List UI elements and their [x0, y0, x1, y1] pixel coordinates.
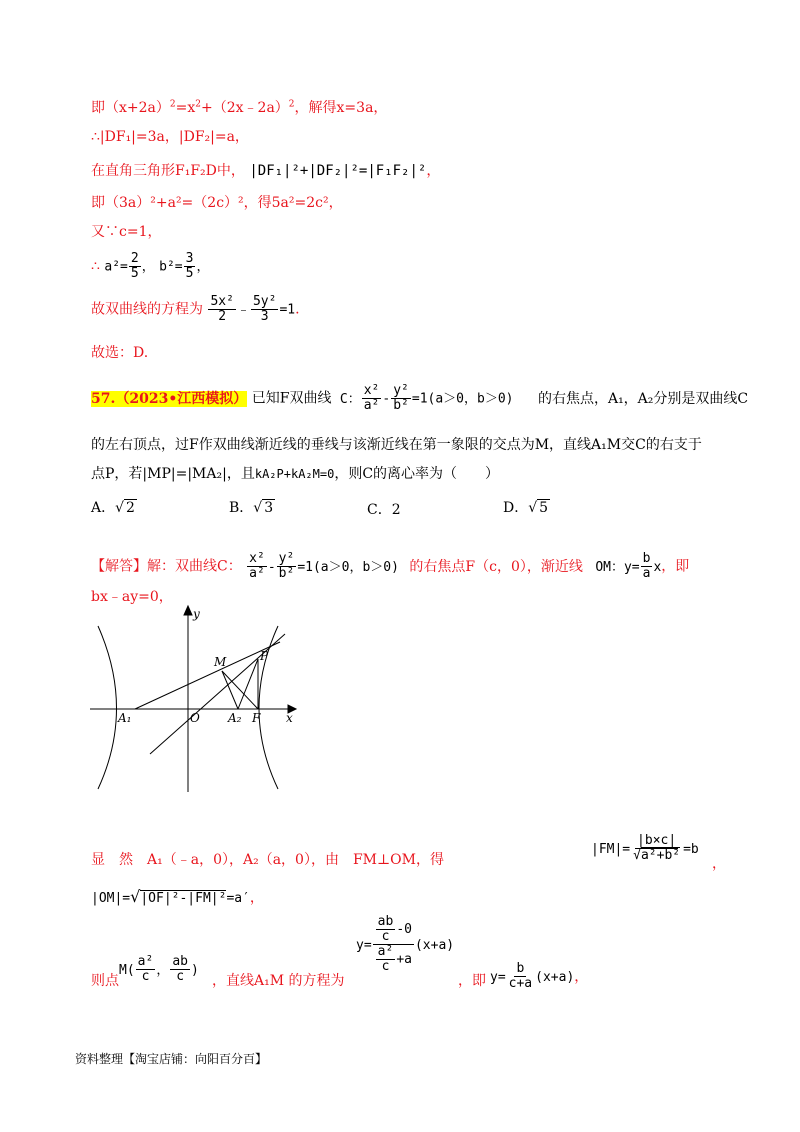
question-57-line-2: 的左右顶点，过F作双曲线渐近线的垂线与该渐近线在第一象限的交点为M，直线A₁M交C的右支于 — [91, 437, 702, 453]
answer-line-4: |OM|=√|OF|²-|FM|²=a′， — [91, 887, 264, 906]
footer-credit: 资料整理【淘宝店铺：向阳百分百】 — [75, 1052, 268, 1066]
option-b[interactable]: B．√ 3 — [229, 500, 274, 516]
solution-line-1: 即$(x+2a)^2=x^2+(2x﹣2a)^2$，解得x=3a， — [91, 99, 388, 116]
question-57-line-1: 57.（2023•江西模拟） 已知F双曲线 C： $\frac{\text{x²}}{\text{a²}}$ - $\frac{\text{y²}}{\text{b²}}$ =1(a＞0，b＞0) 的右焦点，A₁，A₂分别是双曲线C — [91, 383, 749, 413]
answer-line-1: 【解答】解：双曲线C： $\frac{\text{x²}}{\text{a²}}$ - $\frac{\text{y²}}{\text{b²}}$ =1(a＞0，b＞0) 的右焦点F（c，0），渐近线 OM：y= $\frac{b}{a}$ x，即 — [91, 551, 690, 581]
solution-line-6: ∴ a²= $\frac{2}{5}$ ， b²= $\frac{3}{5}$ ， — [91, 251, 210, 281]
line-a1m-equation: y= $\frac{ab}{c}$ -0 $\frac{\text{a²}}{c}$ +a (x+a) — [356, 914, 455, 974]
question-57-line-3: 点P，若|MP|=|MA₂|，且kA₂P+kA₂M=0，则C的离心率为（ ） — [91, 466, 500, 482]
point-m-coords: M( $\frac{\text{a²}}{c}$ ， $\frac{ab}{c}$ ) — [119, 954, 199, 984]
label-x: x — [286, 711, 293, 725]
solution-line-4: 即（3a）²+a²=（2c）²，得5a²=2c²， — [91, 195, 343, 211]
pythagorean-formula: |DF₁|²+|DF₂|²=|F₁F₂|² — [249, 163, 427, 179]
solution-line-3: 在直角三角形F₁F₂D中， |DF₁|²+|DF₂|²=|F₁F₂|²， — [91, 163, 441, 179]
option-c[interactable]: C．2 — [367, 502, 401, 518]
answer-line-5-mid: ，直线A₁M 的方程为 — [212, 973, 345, 989]
slope-condition: kA₂P+kA₂M=0 — [254, 467, 335, 481]
hyperbola-figure — [90, 604, 300, 794]
option-d[interactable]: D．√ 5 — [503, 500, 549, 516]
label-f: F — [252, 711, 261, 725]
label-a1: A₁ — [118, 711, 132, 725]
option-a[interactable]: A．√ 2 — [91, 500, 135, 516]
solution-line-7: 故双曲线的方程为 $\frac{\text{5x²}}{2}$ ﹣ $\frac{\text{5y²}}{3}$ =1. — [91, 294, 300, 324]
label-o: O — [190, 711, 200, 725]
answer-line-2: bx﹣ay=0， — [91, 589, 173, 605]
fm-formula: |FM|= $\frac{|b\times c|}{\text{√a²+b²}}$ =b — [591, 833, 699, 863]
answer-line-3-end: ， — [712, 856, 726, 872]
hyperbola-left-branch — [98, 626, 117, 789]
solution-line-2: ∴|DF₁|=3a，|DF₂|=a， — [91, 129, 249, 145]
answer-tag: 【解答】 — [91, 558, 147, 575]
segment-m-a2 — [222, 671, 238, 709]
label-p: P — [260, 649, 269, 663]
answer-line-5-mid2: ，即 — [458, 973, 486, 989]
answer-line-3: 显 然 A₁（﹣a，0），A₂（a，0），由 FM⊥OM，得 — [91, 852, 444, 868]
label-m: M — [214, 655, 227, 669]
question-number: 57. — [91, 390, 116, 407]
answer-line-5-prefix: 则点 — [91, 973, 119, 989]
line-a1m-simplified: y= $\frac{b}{c+a}$ (x+a)， — [490, 961, 589, 991]
label-y: y — [193, 607, 200, 621]
y-axis-arrow — [184, 606, 192, 615]
label-a2: A₂ — [228, 711, 242, 725]
solution-line-8: 故选：D. — [91, 345, 149, 361]
solution-line-5: 又∵c=1， — [91, 224, 162, 240]
question-source: （2023•江西模拟） — [115, 390, 248, 407]
